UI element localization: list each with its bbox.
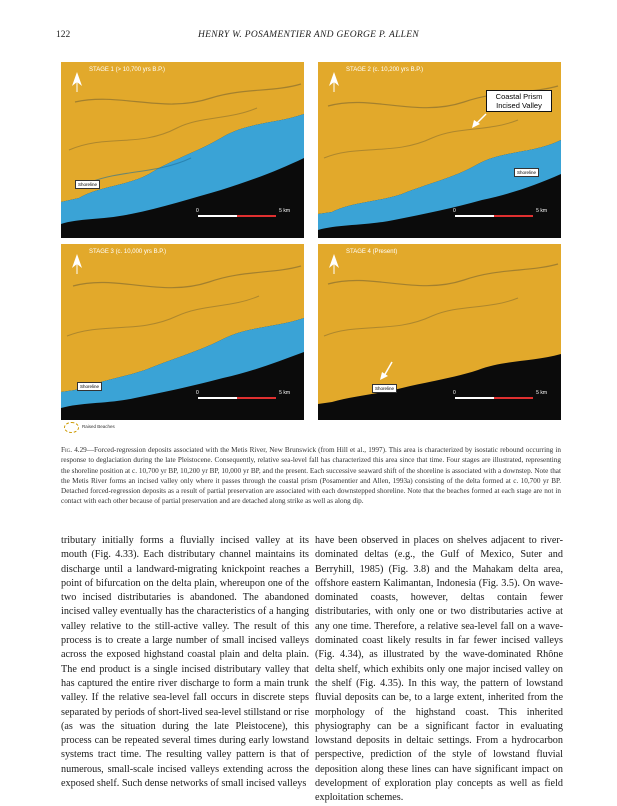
north-arrow-icon	[327, 252, 341, 276]
north-arrow-icon	[70, 252, 84, 276]
scale-zero-label: 0	[453, 390, 456, 396]
shoreline-tag: Shoreline	[372, 384, 397, 393]
shoreline-tag: Shoreline	[77, 382, 102, 391]
scale-zero-label: 0	[453, 208, 456, 214]
stage-label: STAGE 2 (c. 10,200 yrs B.P.)	[346, 67, 424, 73]
figure-panel-stage-1	[61, 62, 304, 238]
scale-bar	[192, 390, 290, 402]
callout-line-2: Incised Valley	[496, 101, 542, 110]
scale-bar	[192, 208, 290, 220]
figure-panel-stage-4	[318, 244, 561, 420]
scale-line	[455, 397, 533, 399]
north-arrow-icon	[70, 70, 84, 94]
running-head	[56, 30, 561, 44]
scale-bar	[449, 390, 547, 402]
raised-beaches-legend-icon	[64, 422, 79, 433]
figure-4-29	[61, 62, 561, 420]
body-column-right: have been observed in places on shelves adjacent to river-dominated deltas (e.g., the Gulf of Mexico, Suter and Berryhill, 1985) (Fig. 3.8) and the Mahakam delta area, offshore eastern Kalimantan, Indonesia (Fig. 3.5). On wave-dominated coasts, however, deltas contain fewer distributaries, with only one or two distributaries active at any one time. Therefore, a relative sea-level fall on a wave-dominated coast likely results in far fewer incised valleys (Fig. 4.34), as illustrated by the wave-dominated Rhône delta shelf, which exhibits only one major incised valley on the shelf (Fig. 4.35). In this way, the pattern of lowstand fluvial deposits can be, to a large extent, inherited from the morphology of the highstand coast. This inherited physiography can be a significant factor in evaluating lowstand deposits in deltaic settings. From a hydrocarbon perspective, prediction of the style of lowstand fluvial deposition along these lines can have significant impact on development of exploration play concepts as well as field exploitation schemes.	[315, 535, 563, 804]
figure-panel-stage-3	[61, 244, 304, 420]
scale-units-label: 5 km	[279, 208, 290, 214]
figure-caption	[61, 445, 561, 507]
shoreline-tag: Shoreline	[75, 180, 100, 189]
scale-line	[198, 397, 276, 399]
scale-units-label: 5 km	[536, 390, 547, 396]
figure-panel-stage-2	[318, 62, 561, 238]
shoreline-tag: Shoreline	[514, 168, 539, 177]
scale-zero-label: 0	[196, 390, 199, 396]
callout-line-1: Coastal Prism	[495, 92, 543, 101]
caption-text: —Forced-regression deposits associated with the Metis River, New Brunswick (from Hill et al., 1997). This area is characterized by isostatic rebound occurring in response to deglaciation during the late Pleistocene. Consequently, relative sea-level fall has characterized this area since that time. Four stages are illustrated, representing the shoreline position at c. 10,700 yr BP, 10,200 yr BP, 10,000 yr BP, and the present. Each successive seaward shift of the shoreline is associated with a downstep. Note that the Metis River forms an incised valley only where it passes through the coastal prism (Posamentier and Allen, 1993a) consisting of the delta formed at c. 10,700 yr BP. Detached forced-regression deposits as a result of partial preservation are associated with each downstepped shoreline. Note that the beaches formed at each stage are not in contact with each other because of partial preservation and are detached along strike as well as along dip.	[61, 446, 561, 506]
legend-label: Raised Beaches	[82, 424, 115, 429]
stage-label: STAGE 1 (> 10,700 yrs B.P.)	[89, 67, 165, 73]
coastal-prism-callout	[486, 90, 552, 112]
running-head-title: HENRY W. POSAMENTIER AND GEORGE P. ALLEN	[197, 30, 419, 40]
north-arrow-icon	[327, 70, 341, 94]
stage-label: STAGE 3 (c. 10,000 yrs B.P.)	[89, 249, 167, 255]
scale-zero-label: 0	[196, 208, 199, 214]
body-column-left: tributary initially forms a fluvially incised valley at its mouth (Fig. 4.33). Each distributary channel maintains its discharge until a landward-migrating knickpoint reaches a point of bifurcation on the delta plain, whereupon one of the two incised distributaries is abandoned. The abandoned incised valley eventually has the characteristics of a hanging valley relative to the still-active valley. The result of this process is to create a large number of small incised valleys across the exposed highstand coastal plain and delta plain. The end product is a single incised distributary valley that has captured the entire river discharge to form a main trunk valley. If the relative sea-level fall occurs in discrete steps separated by periods of short-lived sea-level stillstand or rise (as was the situation during the late Pleistocene), this process can be repeated several times during early lowstand systems tract time. The resulting valley pattern is that of numerous, small-scale incised valleys extending across the exposed shelf. Such dense networks of small incised valleys	[61, 535, 309, 790]
caption-label: Fig. 4.29	[61, 446, 87, 454]
scale-line	[455, 215, 533, 217]
stage-label: STAGE 4 (Present)	[346, 249, 398, 255]
scale-bar	[449, 208, 547, 220]
scale-units-label: 5 km	[536, 208, 547, 214]
scale-line	[198, 215, 276, 217]
page-number: 122	[56, 30, 71, 40]
scale-units-label: 5 km	[279, 390, 290, 396]
